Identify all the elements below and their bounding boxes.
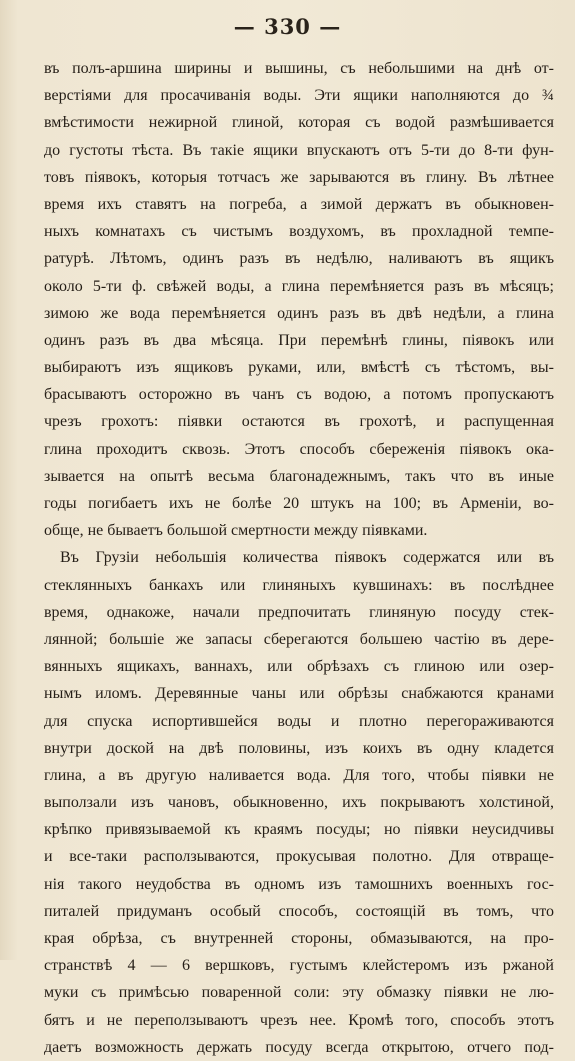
text-line: муки съ примѣсью поваренной соли: эту обмазку піявки не лю- [44,984,554,1002]
text-line: ратурѣ. Лѣтомъ, одинъ разъ въ недѣлю, наливаютъ въ ящикъ [44,250,554,268]
text-line: брасываютъ осторожно въ чанъ съ водою, а потомъ пропускаютъ [44,386,554,404]
text-line: зывается на опытѣ весьма благонадежнымъ, такъ что въ иные [44,467,554,485]
text-line: вмѣстимости нежирной глиной, которая съ водой размѣшивается [44,114,554,132]
page-text [44,55,554,1061]
text-line: выбираютъ изъ ящиковъ руками, или, вмѣстѣ съ тѣстомъ, вы- [44,359,554,377]
text-line: товъ піявокъ, которыя тотчасъ же зарываются въ глину. Въ лѣтнее [44,168,554,186]
text-line: питалей придуманъ особый способъ, состоящій въ томъ, что [44,902,554,920]
text-line: верстіями для просачиванія воды. Эти ящики наполняются до ¾ [44,87,554,105]
text-line: нымъ иломъ. Деревянные чаны или обрѣзы снабжаются кранами [44,685,554,703]
text-line: странствѣ 4 — 6 вершковъ, густымъ клейстеромъ изъ ржаной [44,957,554,975]
text-line: лянной; большіе же запасы сберегаются большею частію въ дере- [44,630,554,648]
text-line: зимою же вода перемѣняется одинъ разъ въ двѣ недѣли, а глина [44,304,554,322]
text-line: нія такого неудобства въ одномъ изъ тамошнихъ военныхъ гос- [44,875,554,893]
text-line: внутри доской на двѣ половины, изъ коихъ въ одну кладется [44,739,554,757]
text-line: крѣпко привязываемой къ краямъ посуды; но піявки неусидчивы [44,821,554,839]
text-line: годы погибаетъ ихъ не болѣе 20 штукъ на 100; въ Арменіи, во- [44,495,554,512]
text-line: для спуска испортившейся воды и плотно перегораживаются [44,712,554,730]
text-line: до густоты тѣста. Въ такіе ящики впускаютъ отъ 5-ти до 8-ти фун- [44,141,554,159]
text-line: и все-таки расползываются, прокусывая полотно. Для отвраще- [44,848,554,866]
text-line: глина проходитъ сквозь. Этотъ способъ сбереженія піявокъ ока- [44,440,554,458]
text-line: стеклянныхъ банкахъ или глиняныхъ кувшинахъ: въ послѣднее [44,576,554,594]
text-line: чрезъ грохотъ: піявки остаются въ грохотѣ, и распущенная [44,413,554,431]
text-line: даетъ возможность держать посуду всегда открытою, отчего под- [44,1038,554,1056]
text-line: вянныхъ ящикахъ, ваннахъ, или обрѣзахъ съ глиною или озер- [44,658,554,676]
text-line: время, однакоже, начали предпочитать глиняную посуду стек- [44,603,554,621]
text-line: выползали изъ чановъ, обыкновенно, ихъ покрываютъ холстиной, [44,794,554,812]
paragraph-end-line: обще, не бываетъ большой смертности между піявками. [44,522,428,540]
text-line: бятъ и не переползываютъ чрезъ нее. Кромѣ того, способъ этотъ [44,1011,554,1029]
text-line: края обрѣза, съ внутренней стороны, обмазываются, на про- [44,930,554,947]
text-line: глина, а въ другую наливается вода. Для того, чтобы піявки не [44,766,554,784]
text-line: около 5-ти ф. свѣжей воды, а глина перемѣняется разъ въ мѣсяцъ; [44,277,554,295]
text-line: одинъ разъ въ два мѣсяца. При перемѣнѣ глины, піявокъ или [44,331,554,349]
text-line: въ полъ-аршина ширины и вышины, съ небольшими на днѣ от- [44,60,554,77]
text-line: время ихъ ставятъ на погреба, а зимой держатъ въ обыкновен- [44,195,554,213]
paragraph-start-line: Въ Грузіи небольшія количества піявокъ содержатся или въ [60,549,554,567]
page-number: — 330 — [233,14,342,39]
text-line: ныхъ комнатахъ съ чистымъ воздухомъ, въ прохладной темпе- [44,223,554,241]
